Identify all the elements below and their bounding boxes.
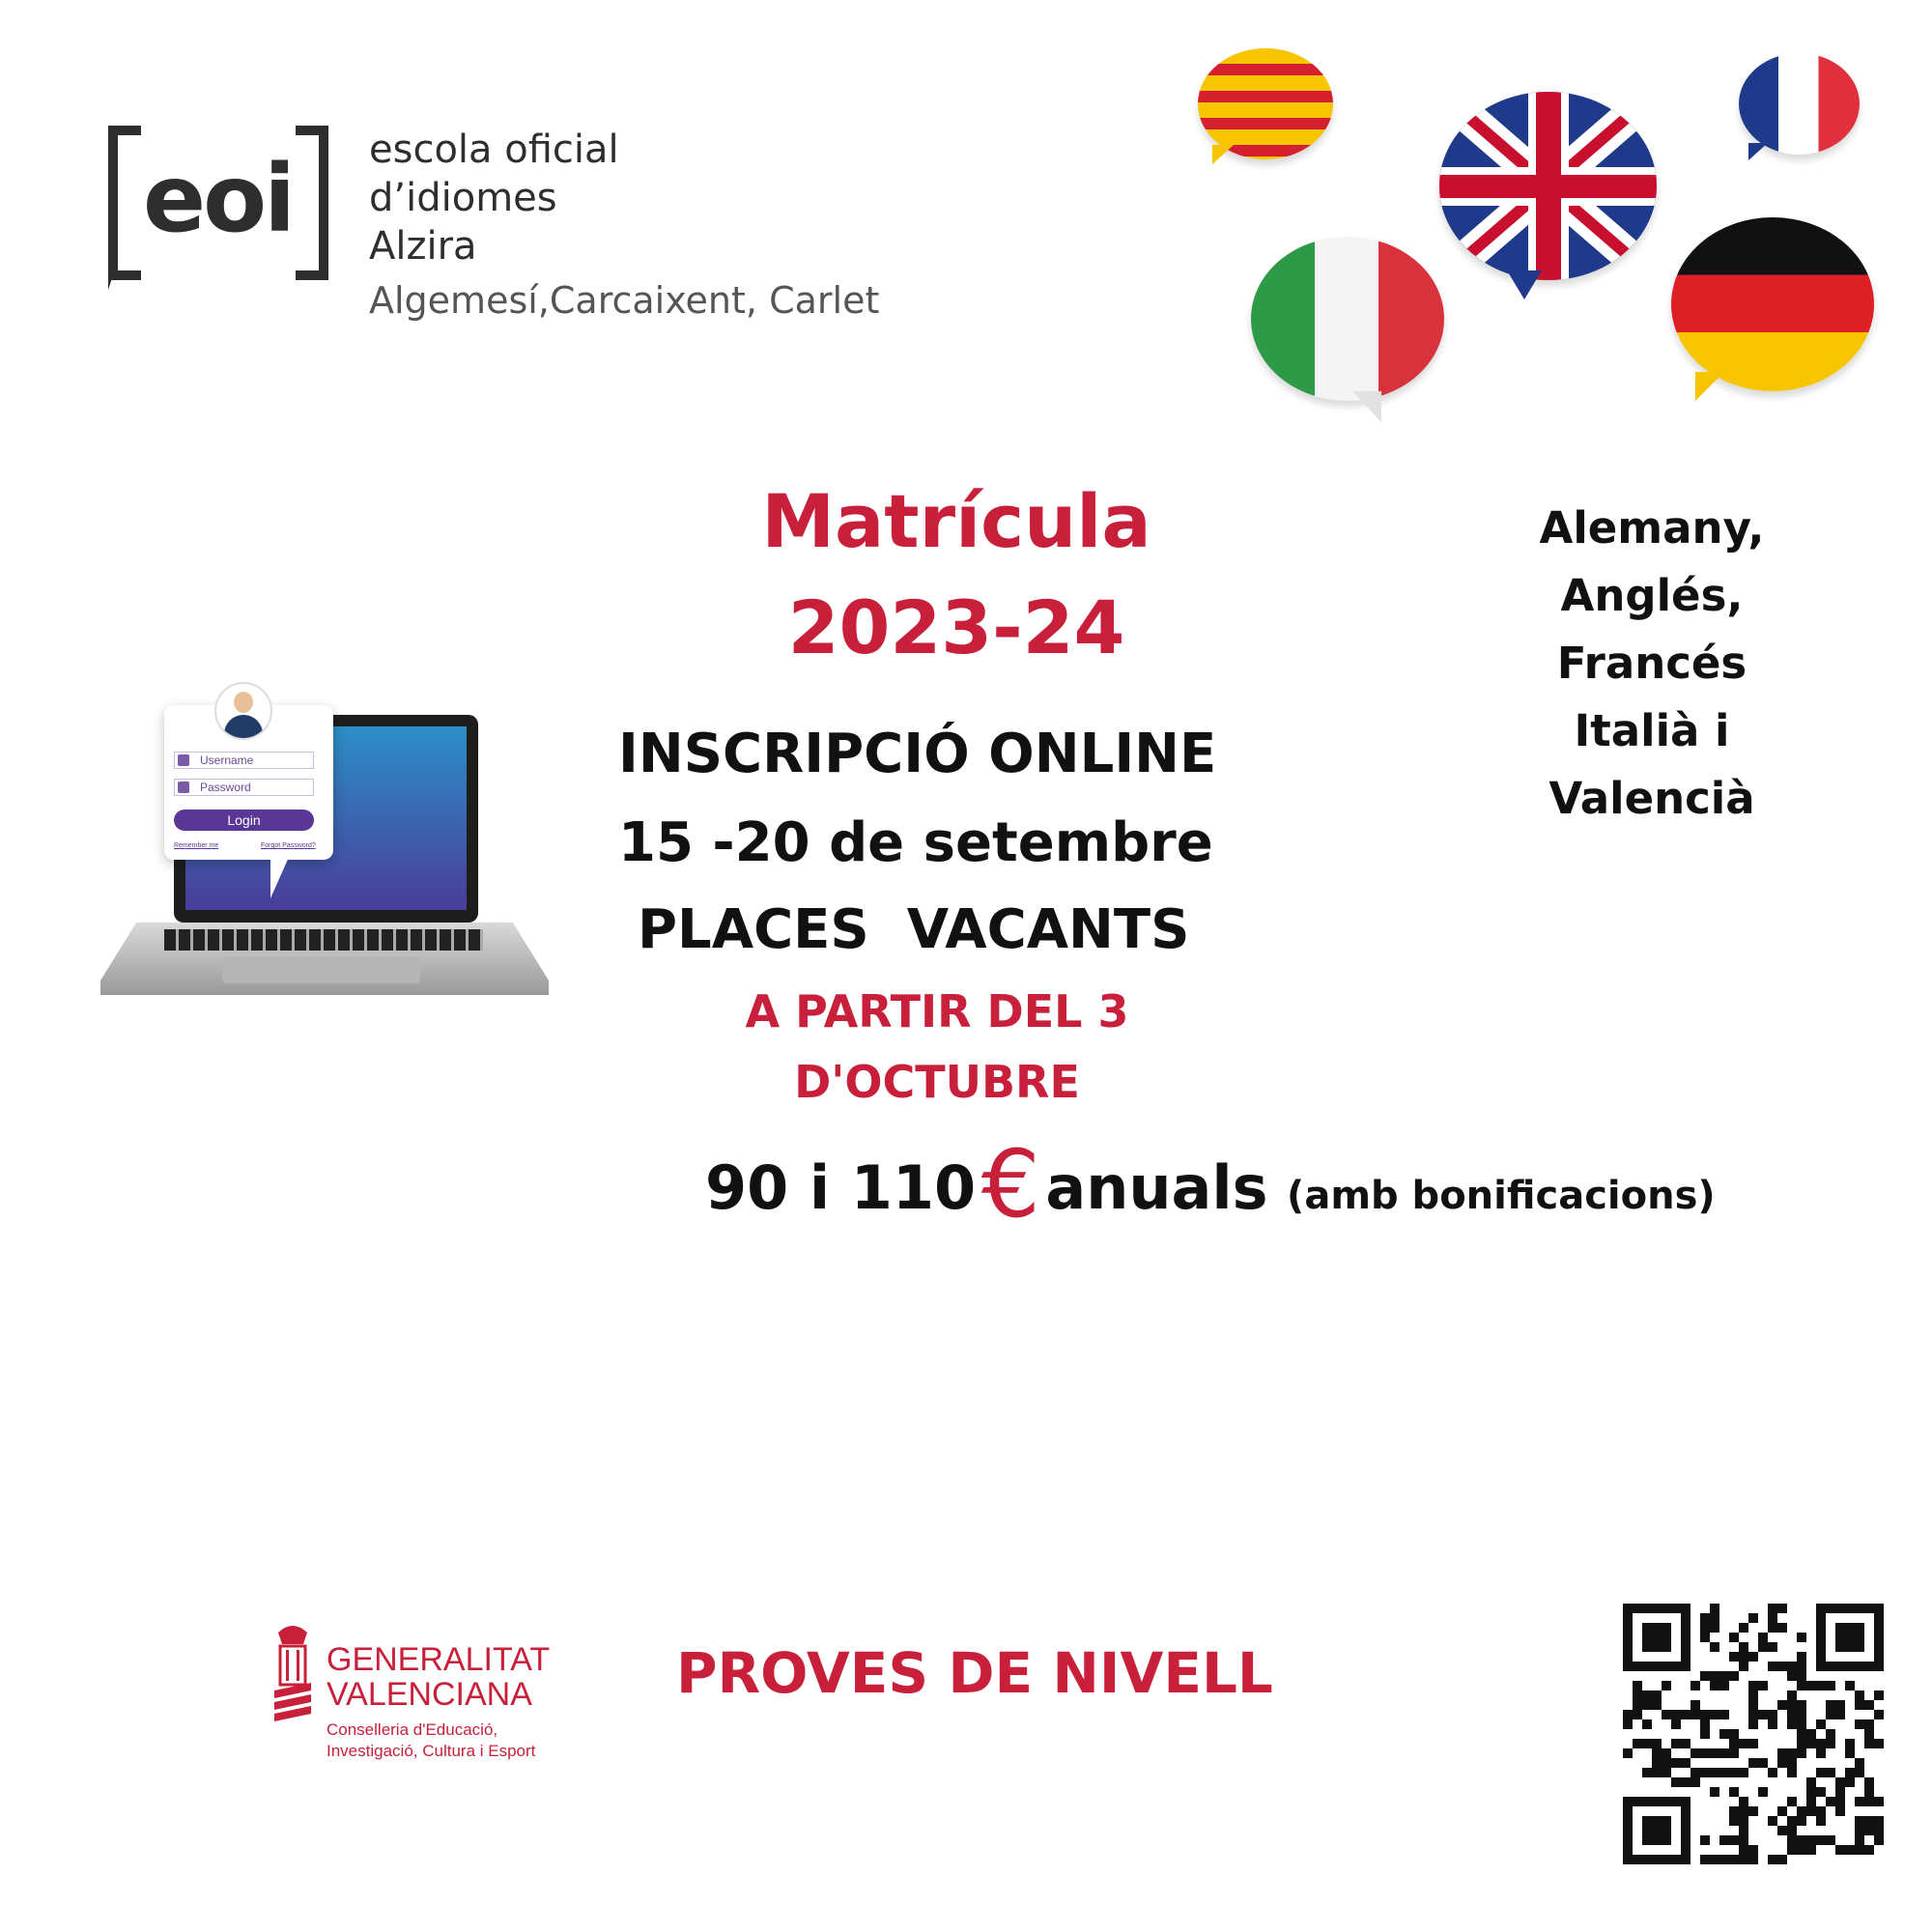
laptop-keyboard — [164, 929, 483, 951]
logo-left-bracket — [108, 126, 141, 280]
germany-flag-icon — [1671, 217, 1874, 391]
qr-code-icon — [1623, 1604, 1884, 1864]
username-field — [174, 752, 314, 769]
logo-text-block — [369, 126, 879, 325]
generalitat-text — [327, 1642, 550, 1762]
title-matricula: Matrícula — [761, 478, 1151, 564]
price-line — [705, 1130, 1716, 1238]
catalan-flag-icon — [1198, 48, 1333, 159]
logo-bracket-tail — [108, 261, 118, 290]
gv-line-1: GENERALITAT — [327, 1641, 551, 1678]
places-vacants: PLACES VACANTS — [638, 898, 1190, 961]
uk-flag-graphic — [1439, 92, 1657, 280]
logo-line-1: escola oficial — [369, 128, 619, 172]
catalan-flag-tail — [1212, 145, 1234, 164]
inscripcio-online: INSCRIPCIÓ ONLINE — [618, 723, 1217, 785]
login-card-tail — [270, 855, 290, 898]
gv-line-2: VALENCIANA — [327, 1676, 532, 1713]
inscripcio-dates: 15 -20 de setembre — [618, 811, 1213, 874]
user-avatar-icon — [214, 682, 272, 740]
title-year: 2023-24 — [787, 584, 1125, 670]
language-item: Francés — [1556, 638, 1747, 689]
italy-flag-icon — [1251, 237, 1444, 401]
logo-line-2: d’idiomes — [369, 176, 557, 220]
price-amount: 90 i 110 — [705, 1152, 977, 1223]
france-flag-tail — [1748, 143, 1768, 160]
vacants-from-line-2: D'OCTUBRE — [794, 1056, 1080, 1108]
euro-icon: € — [980, 1130, 1040, 1238]
login-button: Login — [174, 810, 314, 831]
language-item: Alemany, — [1539, 502, 1765, 554]
username-placeholder: Username — [200, 753, 254, 767]
logo-mark: eoi — [143, 145, 293, 253]
password-placeholder: Password — [200, 781, 251, 794]
germany-flag-tail — [1695, 372, 1724, 401]
languages-list — [1507, 495, 1797, 833]
language-item: Valencià — [1548, 773, 1755, 824]
forgot-password-link: Forgot Password? — [261, 842, 316, 849]
gv-line-3: Conselleria d'Educació, — [327, 1720, 498, 1739]
language-item: Italià i — [1574, 705, 1730, 756]
proves-de-nivell: PROVES DE NIVELL — [676, 1640, 1273, 1706]
remember-me-link: Remember me — [174, 842, 219, 849]
uk-flag-icon — [1439, 92, 1657, 280]
logo-line-3: Alzira — [369, 224, 477, 269]
logo-right-bracket — [296, 126, 328, 280]
user-icon — [178, 754, 189, 766]
language-item: Anglés, — [1560, 570, 1744, 621]
price-note: (amb bonificacions) — [1287, 1174, 1716, 1218]
vacants-from-line-1: A PARTIR DEL 3 — [745, 985, 1129, 1037]
laptop-trackpad — [222, 956, 420, 983]
lock-icon — [178, 781, 189, 793]
password-field — [174, 779, 314, 796]
logo-line-4: Algemesí,Carcaixent, Carlet — [369, 279, 880, 322]
uk-flag-tail — [1507, 270, 1542, 299]
price-period: anuals — [1045, 1152, 1268, 1223]
france-flag-icon — [1739, 53, 1860, 155]
generalitat-emblem-icon — [270, 1623, 315, 1729]
italy-flag-tail — [1352, 391, 1381, 422]
gv-line-4: Investigació, Cultura i Esport — [327, 1742, 536, 1760]
